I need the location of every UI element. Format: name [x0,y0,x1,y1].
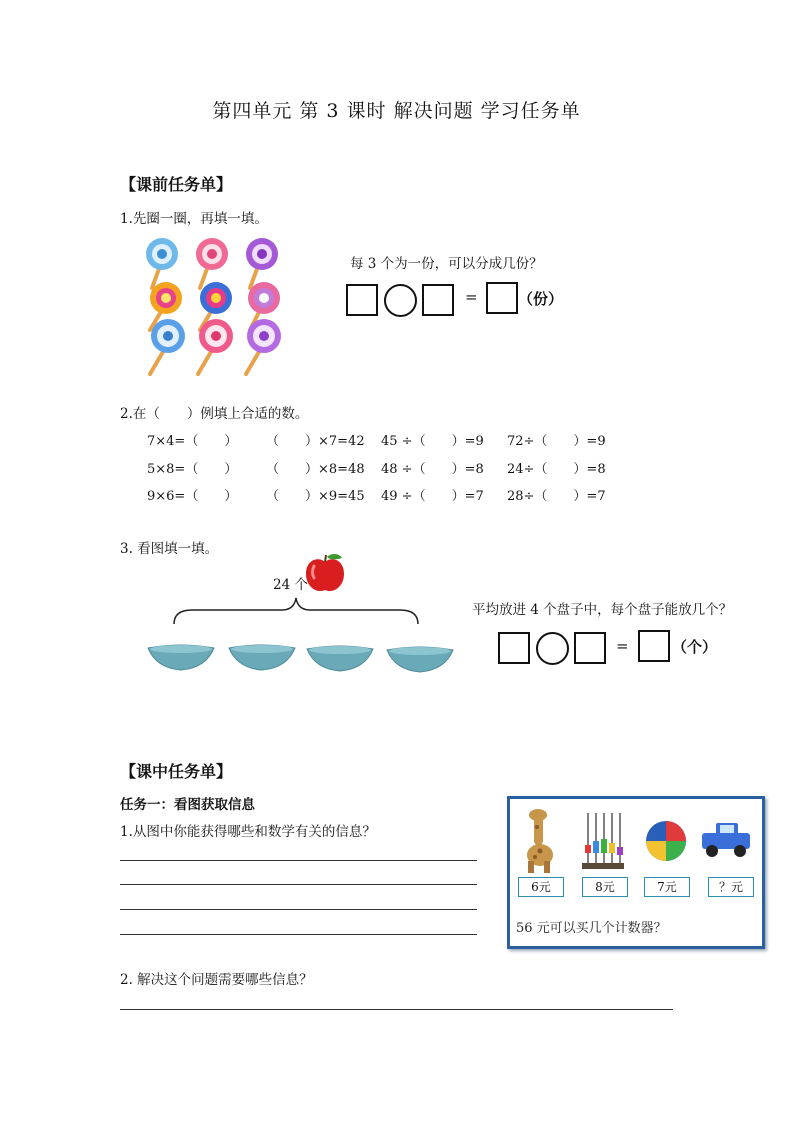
toy-truck-icon [698,819,756,861]
q2-row3-col2[interactable]: （ ）×9=45 [266,489,365,504]
q3-result-box[interactable] [638,630,670,662]
q1-equals: = [465,288,478,306]
counter-abacus-icon [580,809,626,871]
apple-count-label: 24 个 [273,577,308,593]
apple-icon [302,552,348,596]
q3-operator-circle[interactable] [536,632,569,665]
q3-unit: （个） [672,638,718,656]
ball-icon [644,813,688,869]
q3-operand-box-2[interactable] [574,632,606,664]
answer-line[interactable] [120,860,477,861]
price-label-giraffe: 6元 [518,877,564,897]
q2-label: 2.在（ ）例填上合适的数。 [120,406,309,422]
brace-icon [170,594,422,628]
q3-prompt: 平均放进 4 个盘子中，每个盘子能放几个？ [472,602,733,618]
giraffe-toy-icon [520,807,560,875]
q2-row3-col1[interactable]: 9×6=（ ） [147,489,238,504]
pre-task-heading: 【课前任务单】 [120,175,233,194]
in-class-q1: 1.从图中你能获得哪些和数学有关的信息？ [120,824,376,840]
q2-row2-col3[interactable]: 48 ÷（ ）=8 [381,462,484,477]
answer-line[interactable] [120,1009,673,1010]
q1-unit: （份） [518,290,564,308]
q2-row2-col1[interactable]: 5×8=（ ） [147,462,238,477]
lollipop-row-1 [146,238,278,288]
answer-line[interactable] [120,934,477,935]
q3-operand-box-1[interactable] [498,632,530,664]
q1-operand-box-2[interactable] [422,284,454,316]
price-label-truck: ？元 [708,877,754,897]
q1-result-box[interactable] [486,282,518,314]
q3-label: 3. 看图填一填。 [120,541,219,557]
q2-row1-col2[interactable]: （ ）×7=42 [266,434,365,449]
q1-operator-circle[interactable] [384,284,417,317]
q1-operand-box-1[interactable] [346,284,378,316]
price-label-ball: 7元 [644,877,690,897]
q2-row2-col4[interactable]: 24÷（ ）=8 [507,462,606,477]
answer-line[interactable] [120,884,477,885]
plate-icon [385,642,455,674]
task1-label: 任务一：看图获取信息 [120,797,255,813]
q2-row2-col2[interactable]: （ ）×8=48 [266,462,365,477]
q2-row1-col4[interactable]: 72÷（ ）=9 [507,434,606,449]
plate-icon [305,641,375,673]
plate-icon [227,640,297,672]
price-label-counter: 8元 [582,877,628,897]
lollipops-image [140,236,290,380]
page-title: 第四单元 第 3 课时 解决问题 学习任务单 [212,100,581,122]
q3-equals: = [616,637,629,655]
q1-prompt: 每 3 个为一份，可以分成几份？ [350,256,543,272]
q2-row3-col3[interactable]: 49 ÷（ ）=7 [381,489,484,504]
shop-picture [507,796,765,949]
q2-row1-col1[interactable]: 7×4=（ ） [147,434,238,449]
q2-row1-col3[interactable]: 45 ÷（ ）=9 [381,434,484,449]
plate-icon [146,640,216,672]
in-class-heading: 【课中任务单】 [120,762,233,781]
q2-row3-col4[interactable]: 28÷（ ）=7 [507,489,606,504]
in-class-q2: 2. 解决这个问题需要哪些信息？ [120,972,313,988]
lollipop-row-3 [150,319,281,374]
answer-line[interactable] [120,909,477,910]
q1-label: 1.先圈一圈，再填一填。 [120,211,268,227]
picture-question: 56 元可以买几个计数器？ [516,921,667,936]
